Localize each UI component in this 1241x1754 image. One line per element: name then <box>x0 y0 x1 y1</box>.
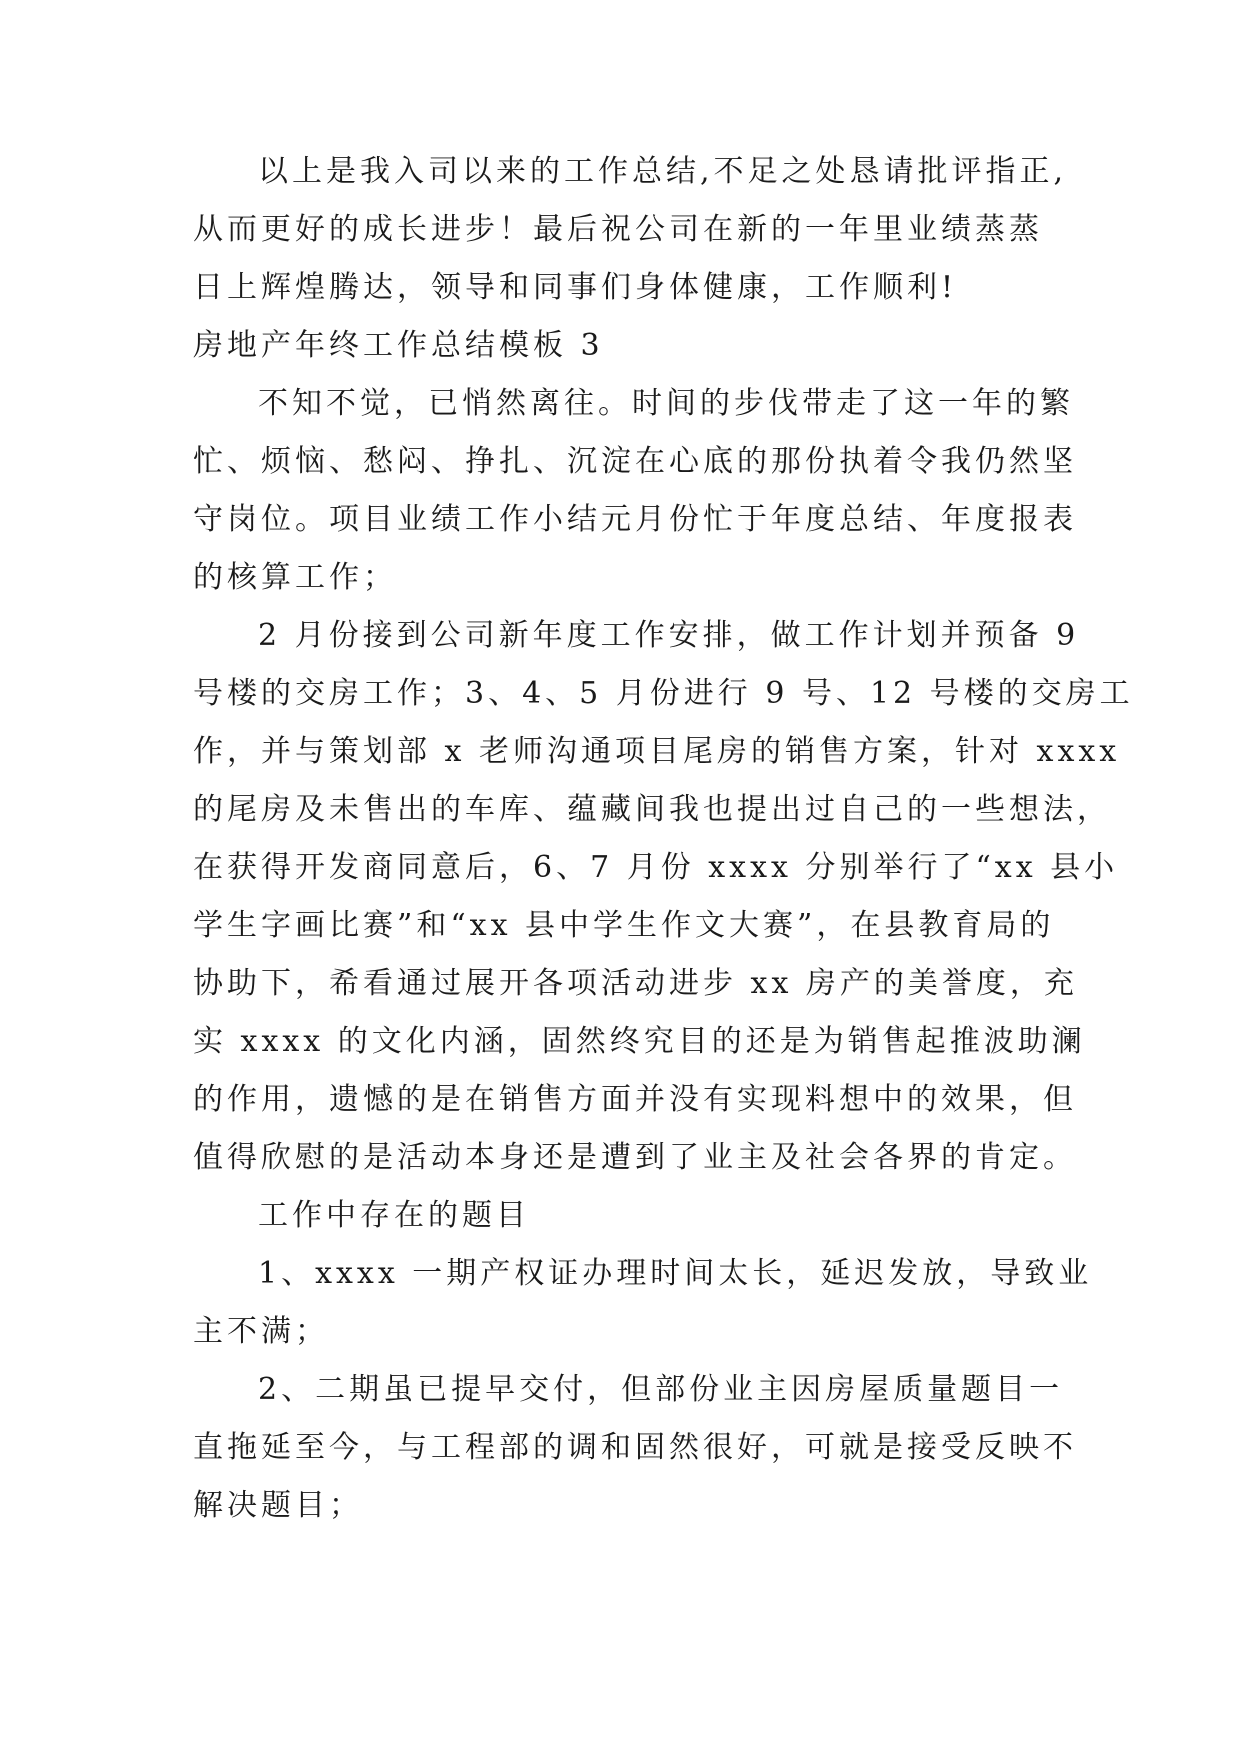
text-line: 1、xxxx 一期产权证办理时间太长，延迟发放，导致业 <box>258 1256 1093 1291</box>
text-line: 值得欣慰的是活动本身还是遭到了业主及社会各界的肯定。 <box>193 1140 1077 1175</box>
text-line: 2、二期虽已提早交付，但部份业主因房屋质量题目一 <box>258 1372 1064 1407</box>
text-line: 学生字画比赛”和“xx 县中学生作文大赛”，在县教育局的 <box>193 908 1055 943</box>
text-line: 直拖延至今，与工程部的调和固然很好，可就是接受反映不 <box>193 1430 1077 1465</box>
text-line: 作，并与策划部 x 老师沟通项目尾房的销售方案，针对 xxxx <box>193 734 1121 769</box>
text-line: 从而更好的成长进步！最后祝公司在新的一年里业绩蒸蒸 <box>193 212 1043 247</box>
text-line: 在获得开发商同意后，6、7 月份 xxxx 分别举行了“xx 县小 <box>193 850 1119 885</box>
text-line: 的尾房及未售出的车库、蕴藏间我也提出过自己的一些想法， <box>193 792 1111 827</box>
subheading: 工作中存在的题目 <box>258 1198 530 1233</box>
text-line: 守岗位。项目业绩工作小结元月份忙于年度总结、年度报表 <box>193 502 1077 537</box>
text-line: 以上是我入司以来的工作总结,不足之处恳请批评指正, <box>258 154 1068 189</box>
text-line: 的作用，遗憾的是在销售方面并没有实现料想中的效果，但 <box>193 1082 1077 1117</box>
text-line: 主不满； <box>193 1314 329 1349</box>
text-line: 协助下，希看通过展开各项活动进步 xx 房产的美誉度，充 <box>193 966 1078 1001</box>
text-line: 号楼的交房工作；3、4、5 月份进行 9 号、12 号楼的交房工 <box>193 676 1134 711</box>
text-line: 解决题目； <box>193 1488 363 1523</box>
text-line: 日上辉煌腾达，领导和同事们身体健康，工作顺利! <box>193 270 958 305</box>
text-line: 2 月份接到公司新年度工作安排，做工作计划并预备 9 <box>258 618 1080 653</box>
text-line: 的核算工作； <box>193 560 397 595</box>
text-line: 不知不觉，已悄然离往。时间的步伐带走了这一年的繁 <box>258 386 1074 421</box>
section-heading: 房地产年终工作总结模板 3 <box>193 328 604 363</box>
text-line: 忙、烦恼、愁闷、挣扎、沉淀在心底的那份执着令我仍然坚 <box>193 444 1077 479</box>
text-line: 实 xxxx 的文化内涵，固然终究目的还是为销售起推波助澜 <box>193 1024 1086 1059</box>
